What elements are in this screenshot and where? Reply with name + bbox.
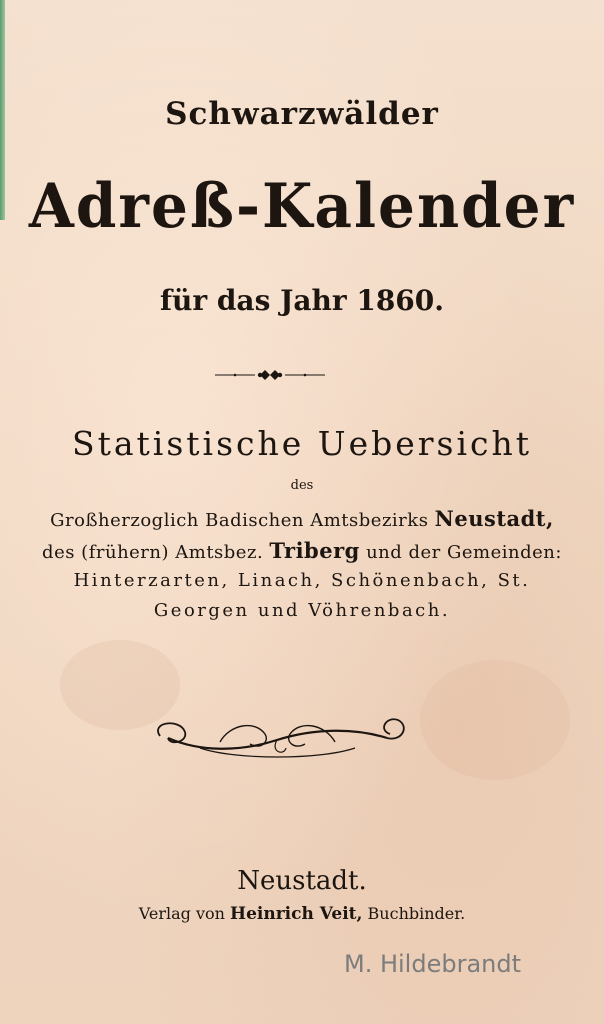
publisher-prefix: Verlag von: [138, 904, 225, 923]
flourish-ornament-icon: [140, 712, 415, 760]
former-district-name: Triberg: [269, 538, 360, 563]
publisher-name: Heinrich Veit,: [230, 904, 363, 924]
watermark: M. Hildebrandt: [344, 950, 522, 978]
publisher-trade: Buchbinder.: [367, 904, 466, 923]
publication-place: Neustadt.: [237, 866, 367, 896]
district-line: [0, 506, 604, 531]
former-district-line: [0, 538, 604, 563]
district-text: Großherzoglich Badischen Amtsbezirks: [50, 510, 429, 531]
overview-des: des: [290, 478, 314, 493]
calendar-title: Adreß-Kalender: [28, 170, 576, 242]
municipalities-line-2: Georgen und Vöhrenbach.: [153, 600, 451, 621]
paper-stain: [420, 660, 570, 780]
year-value: 1860.: [356, 284, 445, 317]
municipalities-line-1: Hinterzarten, Linach, Schönenbach, St.: [73, 570, 531, 591]
municipalities-intro: und der Gemeinden:: [366, 542, 562, 563]
series-name: Schwarzwälder: [165, 96, 439, 132]
district-name: Neustadt,: [434, 506, 554, 531]
year-line: [0, 284, 604, 317]
former-district-text: des (frühern) Amtsbez.: [42, 542, 264, 563]
publisher-line: [0, 904, 604, 924]
ornamental-rule-icon: [215, 368, 325, 382]
year-prefix: für das Jahr: [159, 284, 347, 317]
overview-heading: Statistische Uebersicht: [71, 424, 533, 463]
